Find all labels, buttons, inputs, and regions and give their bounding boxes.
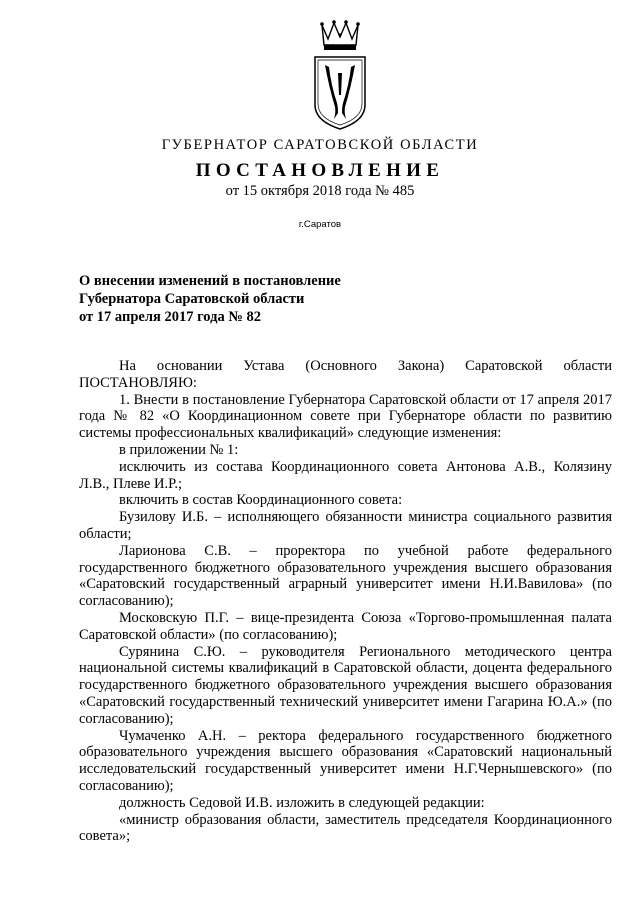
title-line: от 17 апреля 2017 года № 82 xyxy=(79,309,262,325)
body-paragraph: должность Седовой И.В. изложить в следующей редакции: xyxy=(119,794,485,811)
governor-heading: ГУБЕРНАТОР САРАТОВСКОЙ ОБЛАСТИ xyxy=(161,137,479,153)
body-paragraph: включить в состав Координационного совета: xyxy=(119,492,403,509)
body-paragraph: 1. Внести в постановление Губернатора Саратовской области от 17 апреля 2017 года № 82 «О Координационном совете при Губернаторе области по развитию системы профессиональных квалификаций» следующие изменения: xyxy=(79,391,612,442)
document-city: г.Саратов xyxy=(298,219,342,230)
document-body xyxy=(79,358,612,845)
title-line: Губернатора Саратовской области xyxy=(79,291,305,307)
body-paragraph: Московскую П.Г. – вице-президента Союза «Торгово-промышленная палата Саратовской области» (по согласованию); xyxy=(79,609,612,643)
title-line: О внесении изменений в постановление xyxy=(79,273,341,289)
body-paragraph: На основании Устава (Основного Закона) Саратовской области ПОСТАНОВЛЯЮ: xyxy=(79,358,612,391)
document-title xyxy=(79,272,341,326)
body-paragraph: Бузилову И.Б. – исполняющего обязанности министра социального развития области; xyxy=(79,509,612,542)
document-date-number: от 15 октября 2018 года № 485 xyxy=(225,183,415,199)
saratov-coat-of-arms-icon xyxy=(300,15,380,133)
body-paragraph: в приложении № 1: xyxy=(119,441,239,458)
body-paragraph: Сурянина С.Ю. – руководителя Регионального методического центра национальной системы квалификаций в Саратовской области, доцента федерального государственного бюджетного образовательного учреждения высшего образования «Саратовский государственный технический университет имени Гагарина Ю.А.» (по согласованию); xyxy=(79,643,612,727)
body-paragraph: Ларионова С.В. – проректора по учебной работе федерального государственного бюджетного образовательного учреждения высшего образования «Саратовский государственный аграрный университет имени Н.И.Вавилова» (по согласованию); xyxy=(79,542,612,610)
body-paragraph: Чумаченко А.Н. – ректора федерального государственного бюджетного образовательного учреждения высшего образования «Саратовский национальный исследовательский государственный университет имени Н.Г.Чернышевского» (по согласованию); xyxy=(79,727,612,794)
body-paragraph: «министр образования области, заместитель председателя Координационного совета»; xyxy=(79,811,612,845)
body-paragraph: исключить из состава Координационного совета Антонова А.В., Колязину Л.В., Плеве И.Р.; xyxy=(79,458,612,492)
document-type-heading: ПОСТАНОВЛЕНИЕ xyxy=(195,160,445,181)
